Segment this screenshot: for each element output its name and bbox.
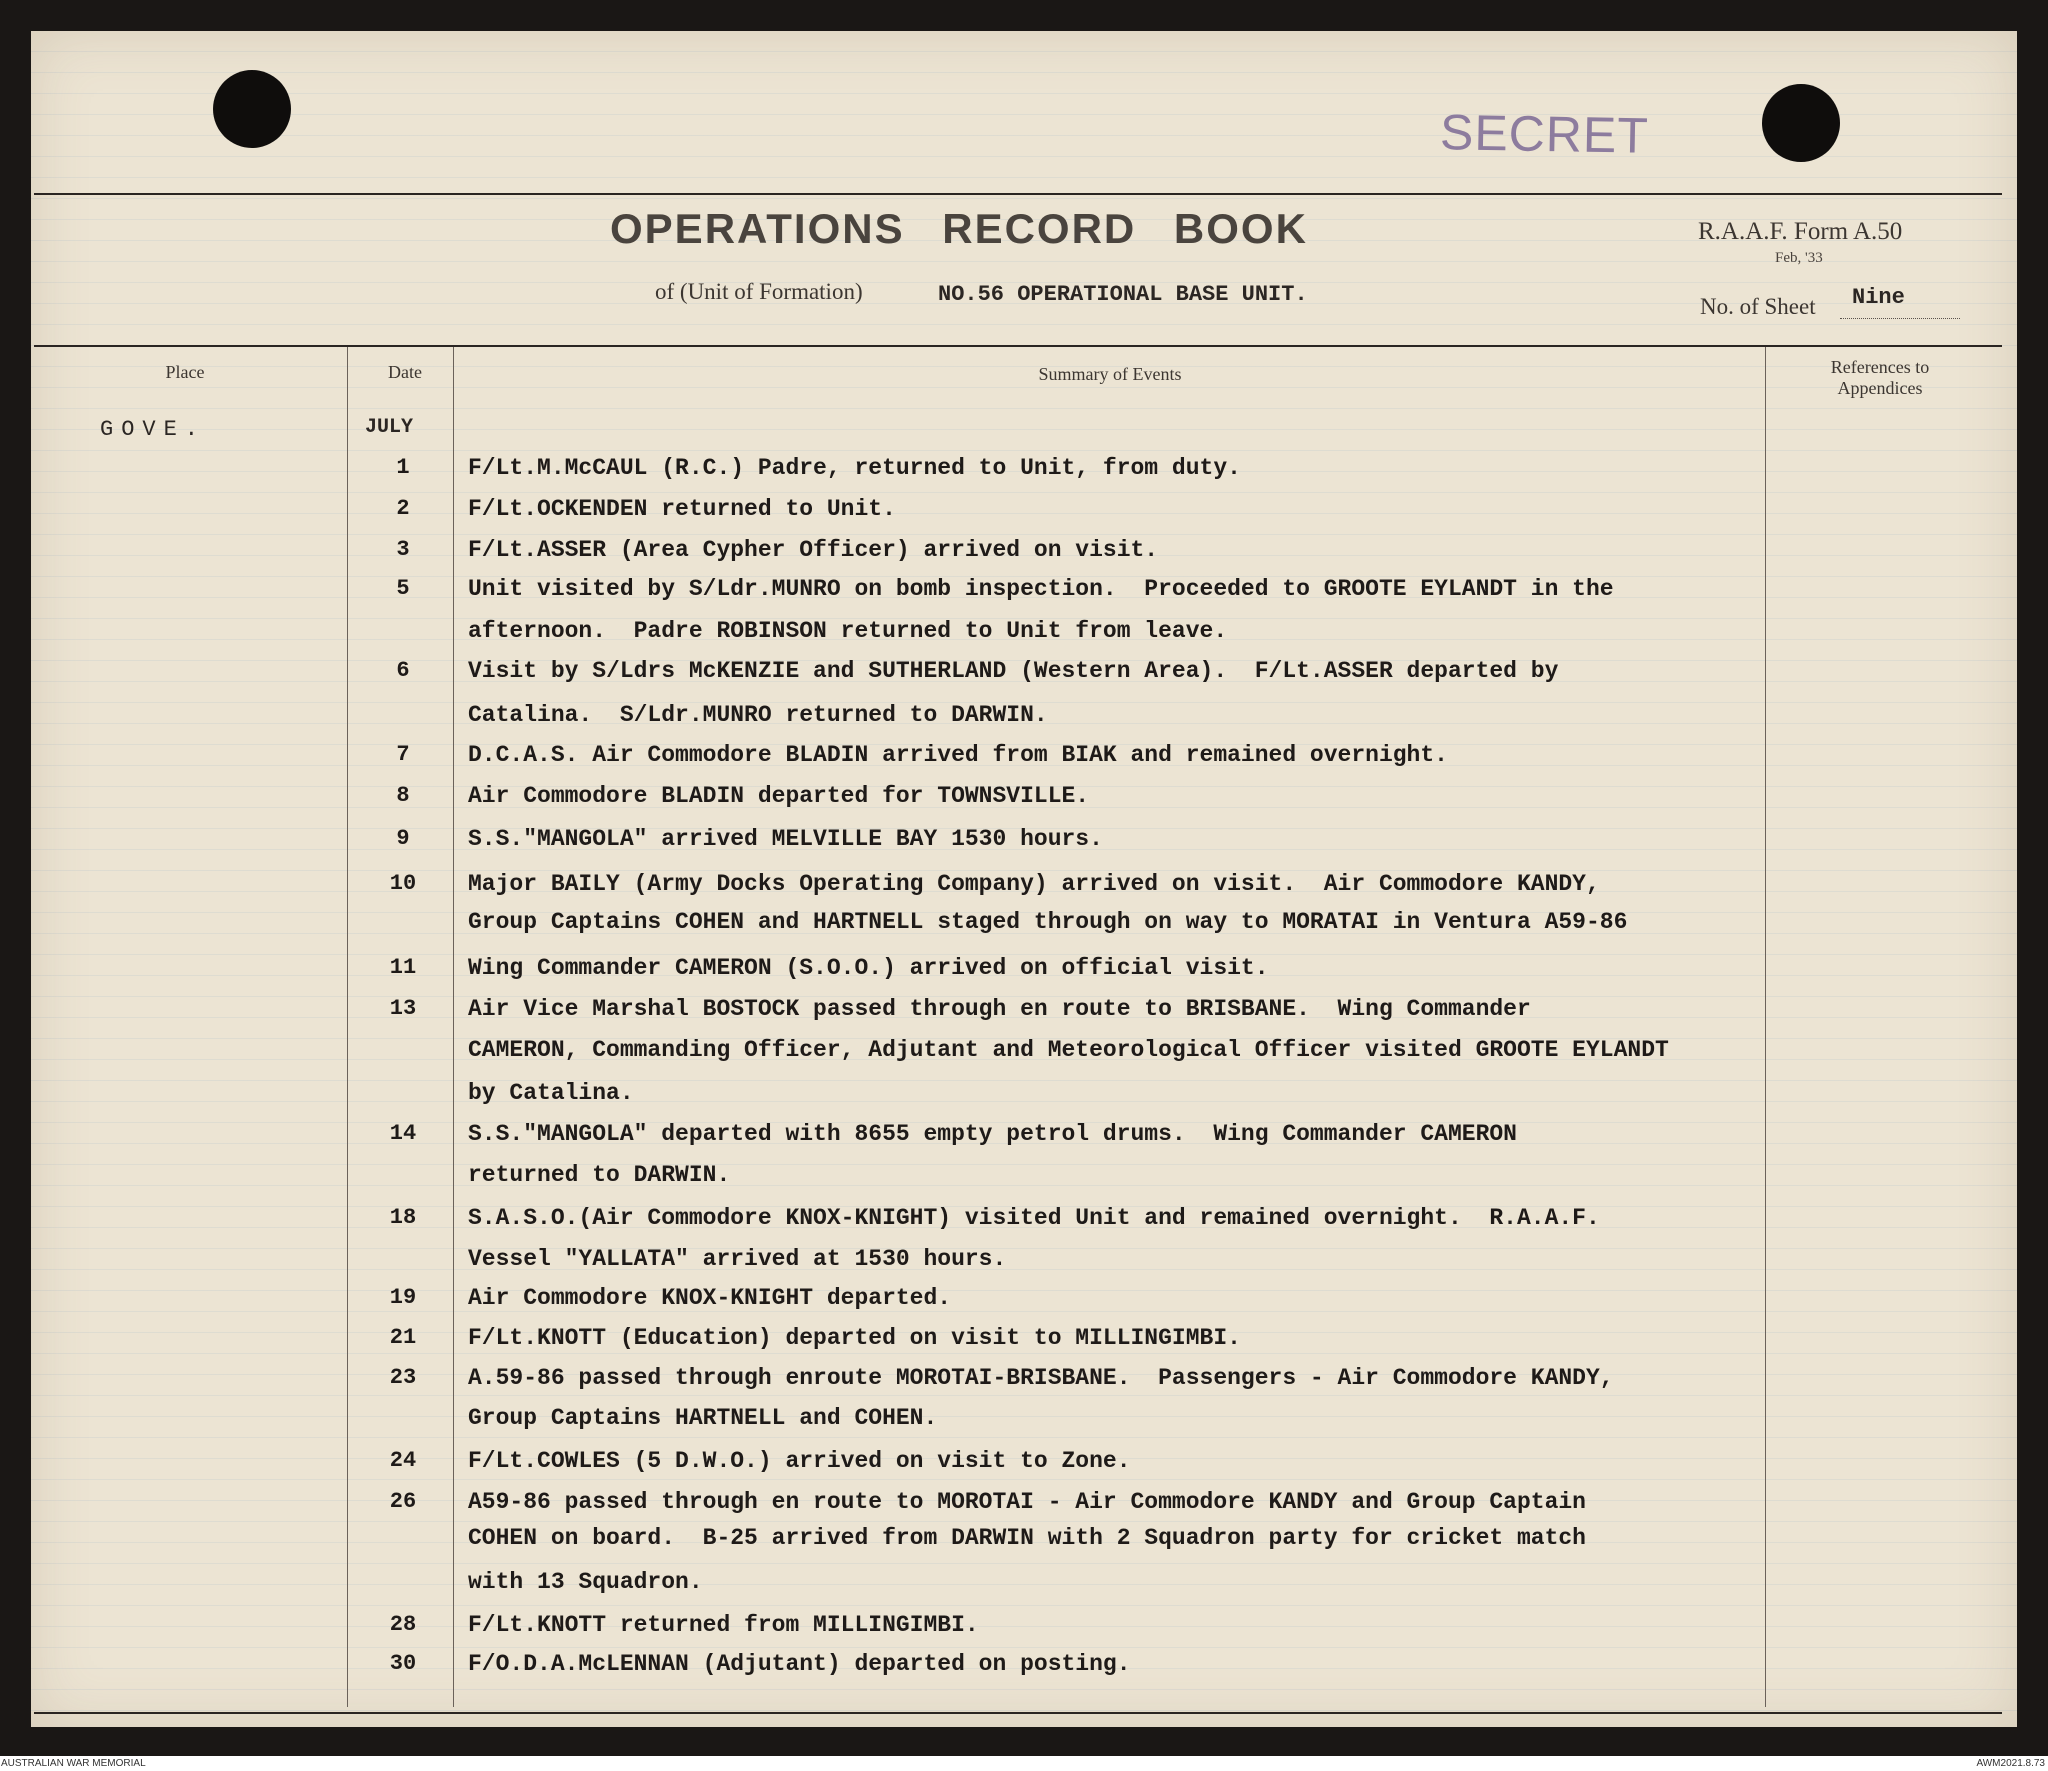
sheet-dotted-line [1840,318,1960,319]
entry-date: 6 [396,658,410,683]
month-value: JULY [365,416,414,439]
entry-text-line: afternoon. Padre ROBINSON returned to Unit from leave. [468,618,1228,644]
references-line-2: Appendices [1837,378,1923,398]
entry-text-line: Air Vice Marshal BOSTOCK passed through en route to BRISBANE. Wing Commander [468,996,1531,1022]
entry-date: 26 [389,1489,417,1514]
header-top-rule [34,193,2002,195]
entry-text-line: Air Commodore BLADIN departed for TOWNSVILLE. [468,783,1090,809]
unit-label: of (Unit of Formation) [655,279,863,304]
punch-hole-left [213,70,291,148]
sheet-number: Nine [1852,285,1905,310]
place-value: GOVE. [100,417,207,442]
entry-text-line: F/Lt.KNOTT returned from MILLINGIMBI. [468,1612,979,1638]
entry-date: 30 [389,1651,417,1676]
column-header-place: Place [165,362,205,382]
entry-text-line: S.A.S.O.(Air Commodore KNOX-KNIGHT) visited Unit and remained overnight. R.A.A.F. [468,1205,1600,1231]
form-date: Feb, '33 [1775,250,1823,266]
secret-stamp: SECRET [1439,104,1650,164]
entry-text-line: F/O.D.A.McLENNAN (Adjutant) departed on posting. [468,1651,1131,1677]
entry-text-line: S.S."MANGOLA" departed with 8655 empty petrol drums. Wing Commander CAMERON [468,1121,1517,1147]
entry-text-line: F/Lt.M.McCAUL (R.C.) Padre, returned to Unit, from duty. [468,455,1241,481]
entry-text-line: A59-86 passed through en route to MOROTAI - Air Commodore KANDY and Group Captain [468,1489,1586,1515]
table-bottom-rule [34,1712,2002,1714]
entry-text-line: Wing Commander CAMERON (S.O.O.) arrived on official visit. [468,955,1269,981]
column-divider-date [453,347,454,1707]
column-header-date: Date [388,362,422,382]
entry-text-line: Catalina. S/Ldr.MUNRO returned to DARWIN. [468,702,1048,728]
entry-date: 18 [389,1205,417,1230]
entry-text-line: Major BAILY (Army Docks Operating Company) arrived on visit. Air Commodore KANDY, [468,871,1600,897]
column-divider-place [347,347,348,1707]
unit-name: NO.56 OPERATIONAL BASE UNIT. [938,282,1308,307]
entry-text-line: Unit visited by S/Ldr.MUNRO on bomb inspection. Proceeded to GROOTE EYLANDT in the [468,576,1614,602]
entry-text-line: F/Lt.COWLES (5 D.W.O.) arrived on visit to Zone. [468,1448,1131,1474]
table-top-rule [34,345,2002,347]
entry-date: 1 [396,455,410,480]
entry-text-line: returned to DARWIN. [468,1162,731,1188]
entry-text-line: Air Commodore KNOX-KNIGHT departed. [468,1285,952,1311]
punch-hole-right [1762,84,1840,162]
entry-text-line: with 13 Squadron. [468,1569,703,1595]
sheet-label: No. of Sheet [1700,294,1816,319]
page-title: OPERATIONS RECORD BOOK [610,205,1308,252]
column-divider-summary [1765,347,1766,1707]
entry-date: 11 [389,955,417,980]
entry-text-line: D.C.A.S. Air Commodore BLADIN arrived from BIAK and remained overnight. [468,742,1448,768]
entry-text-line: F/Lt.KNOTT (Education) departed on visit to MILLINGIMBI. [468,1325,1241,1351]
form-number: R.A.A.F. Form A.50 [1698,218,1903,245]
entry-text-line: CAMERON, Commanding Officer, Adjutant and Meteorological Officer visited GROOTE EYLANDT [468,1037,1669,1063]
footer-credit: AUSTRALIAN WAR MEMORIAL [1,1758,146,1769]
entry-date: 21 [389,1325,417,1350]
entry-date: 2 [396,496,410,521]
entry-date: 10 [389,871,417,896]
entry-date: 23 [389,1365,417,1390]
entry-date: 24 [389,1448,417,1473]
entry-text-line: by Catalina. [468,1080,634,1106]
footer-reference: AWM2021.8.73 [1976,1758,2045,1769]
entry-text-line: S.S."MANGOLA" arrived MELVILLE BAY 1530 hours. [468,826,1103,852]
entry-date: 9 [396,826,410,851]
entry-text-line: COHEN on board. B-25 arrived from DARWIN with 2 Squadron party for cricket match [468,1525,1586,1551]
entry-date: 14 [389,1121,417,1146]
entry-text-line: F/Lt.OCKENDEN returned to Unit. [468,496,896,522]
entry-date: 8 [396,783,410,808]
entry-date: 28 [389,1612,417,1637]
entry-text-line: A.59-86 passed through enroute MOROTAI-BRISBANE. Passengers - Air Commodore KANDY, [468,1365,1614,1391]
entry-date: 3 [396,537,410,562]
entry-text-line: F/Lt.ASSER (Area Cypher Officer) arrived on visit. [468,537,1159,563]
entry-date: 7 [396,742,410,767]
entry-text-line: Visit by S/Ldrs McKENZIE and SUTHERLAND (Western Area). F/Lt.ASSER departed by [468,658,1559,684]
entry-text-line: Vessel "YALLATA" arrived at 1530 hours. [468,1246,1007,1272]
entry-date: 19 [389,1285,417,1310]
entry-text-line: Group Captains COHEN and HARTNELL staged through on way to MORATAI in Ventura A59-86 [468,909,1628,935]
entry-date: 5 [396,576,410,601]
entry-text-line: Group Captains HARTNELL and COHEN. [468,1405,938,1431]
column-header-summary: Summary of Events [1038,364,1182,384]
entry-date: 13 [389,996,417,1021]
column-header-references [1790,357,1970,399]
references-line-1: References to [1830,357,1930,377]
